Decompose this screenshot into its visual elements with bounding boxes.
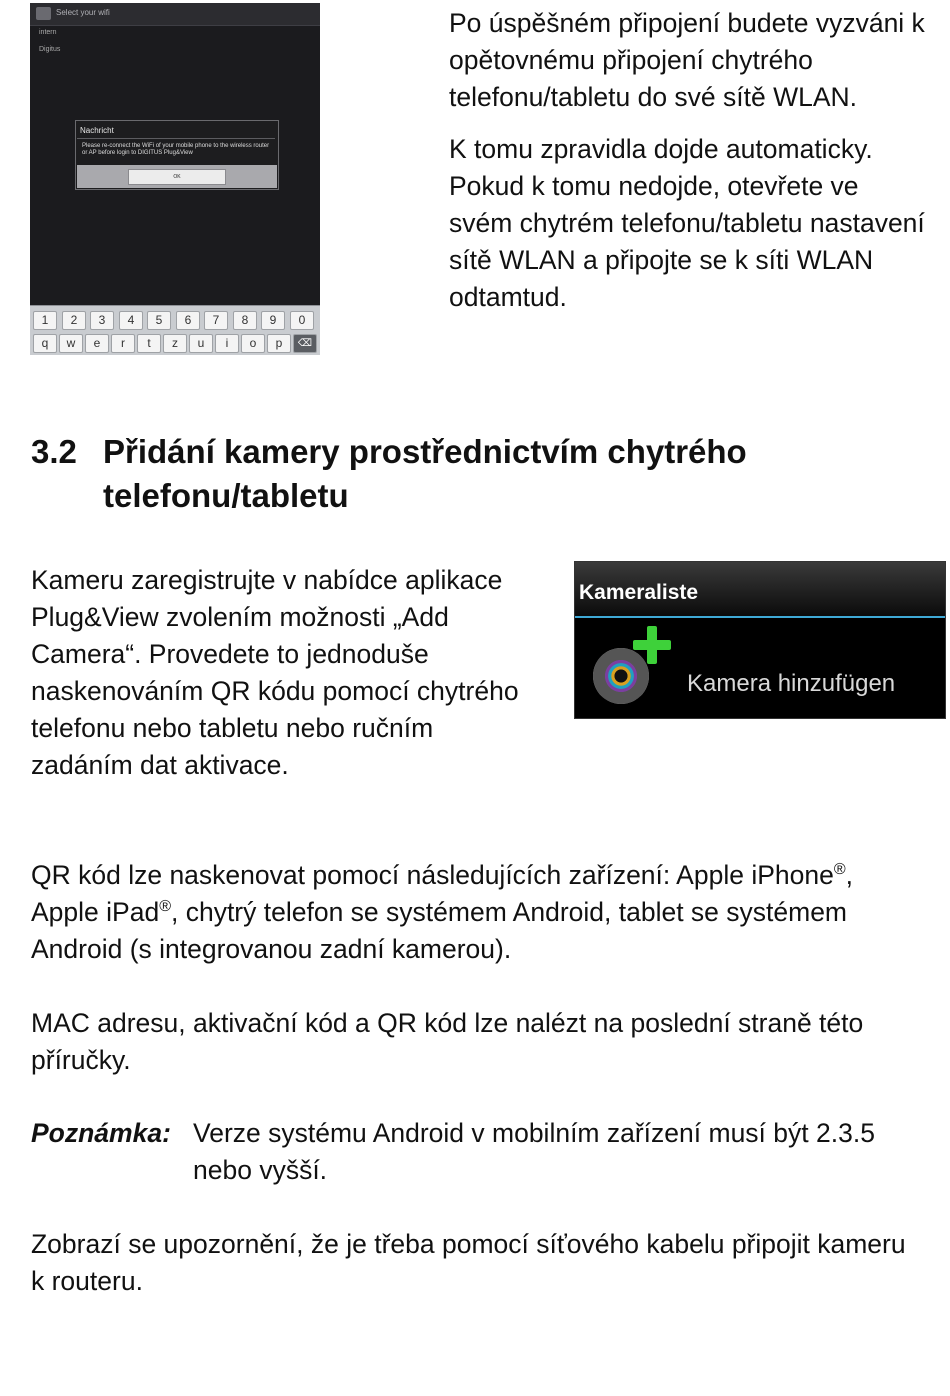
key[interactable]: w [59,334,83,353]
key[interactable]: q [33,334,57,353]
key[interactable]: 6 [176,311,200,330]
camera-list-title: Kameraliste [579,581,699,604]
camera-list-header [575,562,945,616]
phone-status-bar [30,3,320,26]
section-heading [31,430,891,520]
camera-lens-icon [593,648,649,704]
key[interactable]: t [137,334,161,353]
final-paragraph: Zobrazí se upozornění, že je třeba pomocí síťového kabelu připojit kameru k routeru. [31,1229,906,1296]
dialog-message: Please re-connect the WiFi of your mobile phone to the wireless router or AP before login to DIGITUS Plug&View [82,143,270,156]
network-item-digitus[interactable]: Digitus [39,46,61,53]
key[interactable]: 4 [119,311,143,330]
add-camera-paragraph: Kameru zaregistrujte v nabídce aplikace Plug&View zvolením možnosti „Add Camera“. Provedete to jednoduše naskenováním QR kódu pomocí chytrého telefonu nebo tabletu nebo ručním zadáním dat aktivace. [31,565,519,780]
intro-text [449,5,929,316]
key[interactable]: 3 [90,311,114,330]
phone-status-title: Select your wifi [56,8,110,17]
add-camera-button[interactable]: Kamera hinzufügen [687,670,896,697]
qr-text-part2: , Apple iPad [31,860,854,927]
key[interactable]: 0 [290,311,314,330]
key[interactable]: 7 [204,311,228,330]
mac-paragraph: MAC adresu, aktivační kód a QR kód lze nalézt na poslední straně této příručky. [31,1008,864,1075]
dialog-ok-button[interactable]: OK [128,169,226,185]
key[interactable]: u [189,334,213,353]
backspace-icon[interactable]: ⌫ [293,334,317,353]
key[interactable]: 5 [147,311,171,330]
key[interactable]: e [85,334,109,353]
intro-paragraph-1: Po úspěšném připojení budete vyzváni k opětovnému připojení chytrého telefonu/tabletu do své sítě WLAN. [449,8,925,112]
intro-paragraph-2: K tomu zpravidla dojde automaticky. Pokud k tomu nedojde, otevřete ve svém chytrém telefonu/tabletu nastavení sítě WLAN a připojte se k síti WLAN odtamtud. [449,134,925,312]
green-plus-icon-bar [633,640,671,650]
dialog-title: Nachricht [80,126,114,135]
phone-dialog [75,120,279,190]
note-block [31,1115,921,1195]
camera-list-screenshot [574,561,946,719]
key[interactable]: i [215,334,239,353]
section-title: Přidání kamery prostřednictvím chytrého telefonu/tabletu [103,433,747,514]
wifi-app-icon [36,7,51,20]
note-label: Poznámka: [31,1118,171,1148]
qr-paragraph [31,857,926,968]
phone-screenshot [30,3,320,355]
dialog-divider [77,138,275,139]
key[interactable]: 8 [233,311,257,330]
registered-mark: ® [833,861,846,878]
qr-text-part3: , chytrý telefon se systémem Android, tablet se systémem Android (s integrovanou zadní kamerou). [31,897,848,964]
key[interactable]: o [241,334,265,353]
key[interactable]: r [111,334,135,353]
header-divider [575,616,945,618]
registered-mark: ® [159,898,171,915]
key[interactable]: 2 [62,311,86,330]
key[interactable]: 9 [261,311,285,330]
dialog-footer [77,165,277,188]
key[interactable]: z [163,334,187,353]
key[interactable]: p [267,334,291,353]
network-item-intern[interactable]: intern [39,29,57,36]
note-text: Verze systému Android v mobilním zařízení musí být 2.3.5 nebo vyšší. [193,1118,875,1185]
phone-keyboard [30,305,320,355]
qr-text-part1: QR kód lze naskenovat pomocí následujících zařízení: Apple iPhone [31,860,834,890]
key[interactable]: 1 [33,311,57,330]
section-number: 3.2 [31,433,77,470]
